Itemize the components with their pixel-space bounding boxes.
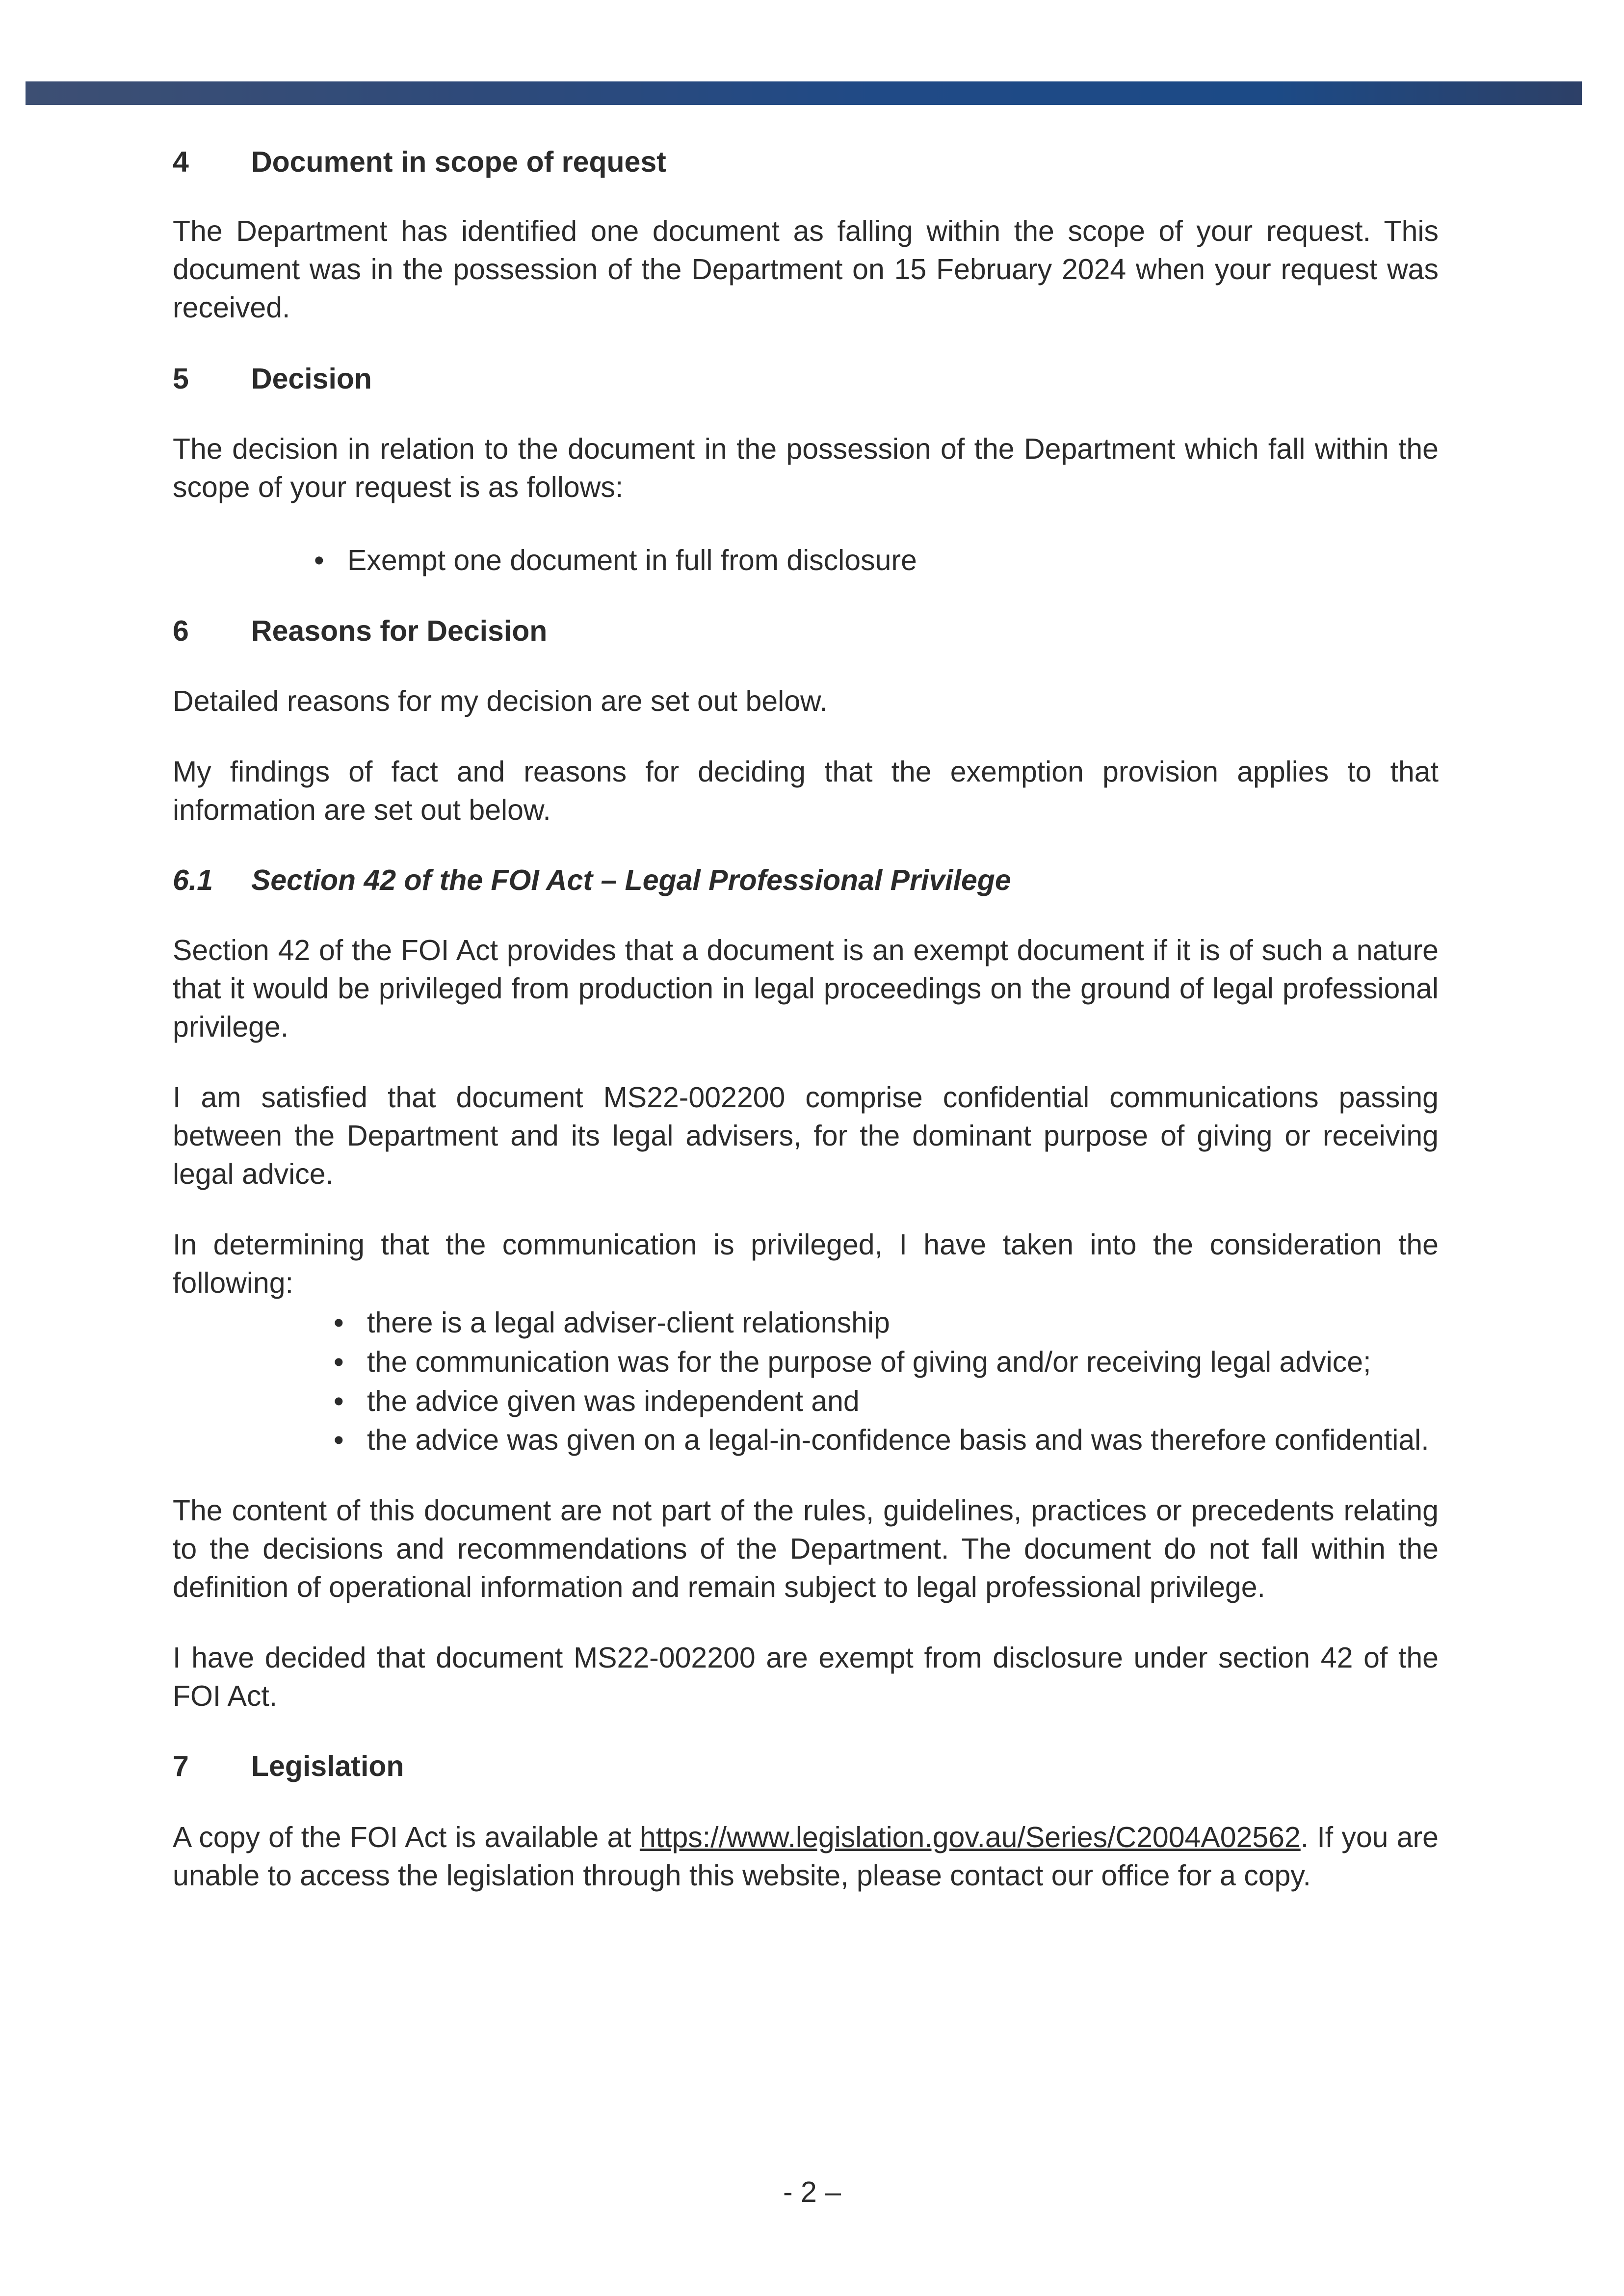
list-item: • the advice given was independent and [367, 1382, 1439, 1421]
section-5-heading [173, 359, 1439, 398]
paragraph: The content of this document are not part of the rules, guidelines, practices or precedents relating to the decisions and recommendations of the Department. The document do not fall within the definition of operational information and remain subject to legal professional privilege. [173, 1494, 1439, 1603]
list-item: • the communication was for the purpose of giving and/or receiving legal advice; [367, 1342, 1439, 1382]
paragraph: The Department has identified one document as falling within the scope of your request. This document was in the possession of the Department on 15 February 2024 when your request was received. [173, 215, 1439, 324]
list-item: • Exempt one document in full from disclosure [347, 541, 1439, 580]
legislation-link[interactable]: https://www.legislation.gov.au/Series/C2004A02562 [639, 1821, 1301, 1853]
header-bar [26, 81, 1582, 105]
section-4-heading [173, 142, 1439, 182]
section-title: Decision [251, 363, 372, 395]
page-number: - 2 – [783, 2176, 841, 2208]
section-6-heading [173, 611, 1439, 651]
paragraph: The decision in relation to the document in the possession of the Department which fall within the scope of your request is as follows: [173, 433, 1439, 503]
section-number: 6.1 [173, 864, 213, 896]
list-item: • the advice was given on a legal-in-confidence basis and was therefore confidential. [367, 1421, 1439, 1459]
list-item: • there is a legal adviser-client relationship [367, 1303, 1439, 1342]
document-body [173, 142, 1439, 1895]
paragraph: My findings of fact and reasons for deciding that the exemption provision applies to that information are set out below. [173, 756, 1439, 826]
text: . If you are unable to access the legislation through this website, please contact our office for a copy. [173, 1821, 1439, 1892]
section-title: Legislation [251, 1750, 404, 1782]
section-6-1-heading [173, 861, 1439, 900]
section-title: Reasons for Decision [251, 615, 548, 647]
text: A copy of the FOI Act is available at [173, 1821, 640, 1853]
section-title: Section 42 of the FOI Act – Legal Professional Privilege [251, 864, 1011, 896]
privilege-criteria-list [173, 1303, 1439, 1459]
section-number: 5 [173, 363, 189, 395]
paragraph: Section 42 of the FOI Act provides that a document is an exempt document if it is of such a nature that it would be privileged from production in legal proceedings on the ground of legal professional privilege. [173, 934, 1439, 1043]
legislation-paragraph [173, 1818, 1439, 1895]
section-number: 7 [173, 1750, 189, 1782]
paragraph: Detailed reasons for my decision are set out below. [173, 685, 828, 717]
paragraph: I have decided that document MS22-002200 are exempt from disclosure under section 42 of the FOI Act. [173, 1642, 1439, 1712]
paragraph: In determining that the communication is privileged, I have taken into the consideration the following: [173, 1228, 1439, 1299]
section-title: Document in scope of request [251, 146, 666, 178]
paragraph: I am satisfied that document MS22-002200 comprise confidential communications passing between the Department and its legal advisers, for the dominant purpose of giving or receiving legal advice. [173, 1081, 1439, 1190]
section-number: 6 [173, 615, 189, 647]
decision-list [173, 541, 1439, 580]
section-7-heading [173, 1747, 1439, 1786]
section-number: 4 [173, 146, 189, 178]
